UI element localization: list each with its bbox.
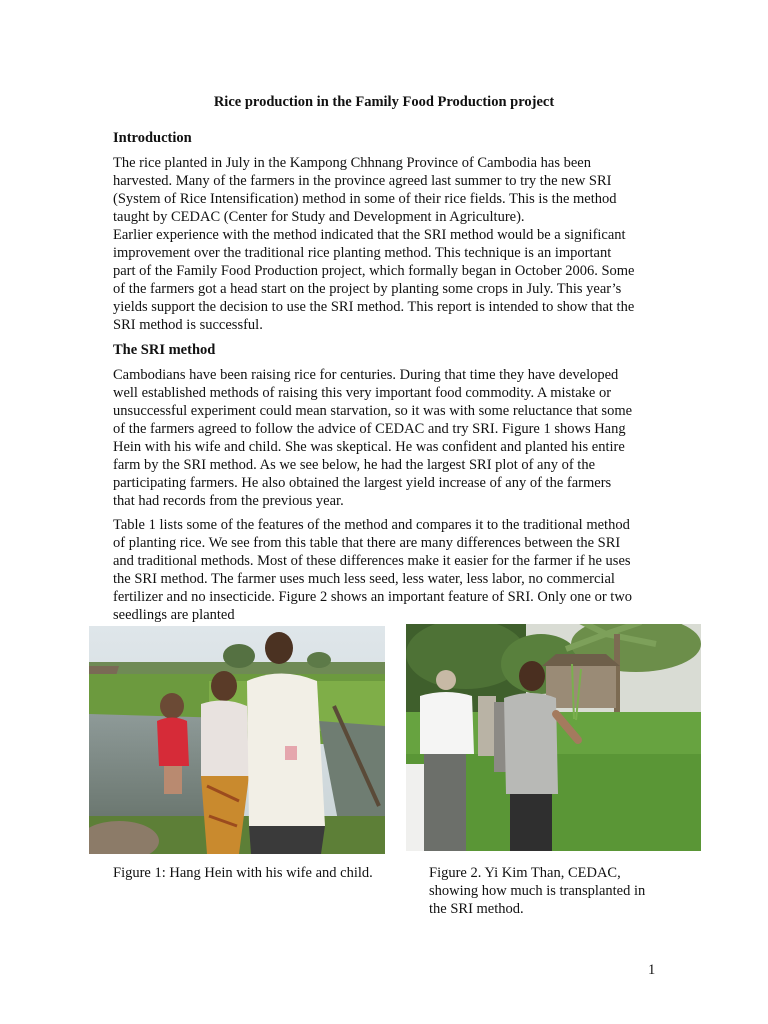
sri-method-heading: The SRI method <box>113 342 216 358</box>
text-line: The rice planted in July in the Kampong Chhnang Province of Cambodia has been <box>113 155 591 171</box>
text-line: well established methods of raising this very important food commodity. A mistake or <box>113 385 612 401</box>
text-line: that had records from the previous year. <box>113 493 344 509</box>
text-line: of the farmers got a head start on the project by planting some crops in July. This year’s <box>113 281 622 297</box>
text-line: improvement over the traditional rice planting method. This technique is an important <box>113 245 612 261</box>
figure-2-photo <box>406 624 701 851</box>
figure-2-caption <box>429 864 645 918</box>
text-line: taught by CEDAC (Center for Study and Development in Agriculture). <box>113 209 525 225</box>
figure-1-photo <box>89 626 385 854</box>
text-line: Table 1 lists some of the features of the method and compares it to the traditional method <box>113 517 630 533</box>
caption-line: Figure 1: Hang Hein with his wife and child. <box>113 865 373 881</box>
text-line: farm by the SRI method. As we see below, he had the largest SRI plot of any of the <box>113 457 596 473</box>
text-line: Cambodians have been raising rice for centuries. During that time they have developed <box>113 367 619 383</box>
introduction-heading: Introduction <box>113 130 192 146</box>
text-line: Earlier experience with the method indicated that the SRI method would be a significant <box>113 227 626 243</box>
figure-1-caption <box>113 864 373 882</box>
text-line: unsuccessful experiment could mean starvation, so it was with some reluctance that some <box>113 403 633 419</box>
text-line: Hein with his wife and child. She was skeptical. He was confident and planted his entire <box>113 439 625 455</box>
text-line: of planting rice. We see from this table that there are many differences between the SRI <box>113 535 621 551</box>
text-line: seedlings are planted <box>113 607 235 623</box>
field-photo-illustration <box>406 624 701 851</box>
introduction-paragraph <box>113 154 673 334</box>
sri-method-paragraph-2 <box>113 516 673 624</box>
caption-line: showing how much is transplanted in <box>429 883 646 899</box>
page-number: 1 <box>648 962 656 978</box>
text-line: SRI method is successful. <box>113 317 263 333</box>
text-line: (System of Rice Intensification) method in some of their rice fields. This is the method <box>113 191 617 207</box>
sri-method-paragraph-1 <box>113 366 673 510</box>
caption-line: the SRI method. <box>429 901 524 917</box>
text-line: and traditional methods. Most of these differences make it easier for the farmer if he uses <box>113 553 631 569</box>
text-line: participating farmers. He also obtained the largest yield increase of any of the farmers <box>113 475 612 491</box>
text-line: fertilizer and no insecticide. Figure 2 shows an important feature of SRI. Only one or two <box>113 589 633 605</box>
text-line: part of the Family Food Production project, which formally began in October 2006. Some <box>113 263 635 279</box>
text-line: of the farmers agreed to follow the advice of CEDAC and try SRI. Figure 1 shows Hang <box>113 421 626 437</box>
caption-line: Figure 2. Yi Kim Than, CEDAC, <box>429 865 621 881</box>
family-photo-illustration <box>89 626 385 854</box>
text-line: harvested. Many of the farmers in the province agreed last summer to try the new SRI <box>113 173 612 189</box>
text-line: yields support the decision to use the SRI method. This report is intended to show that the <box>113 299 635 315</box>
document-title: Rice production in the Family Food Production project <box>213 94 555 110</box>
text-line: the SRI method. The farmer uses much less seed, less water, less labor, no commercial <box>113 571 615 587</box>
